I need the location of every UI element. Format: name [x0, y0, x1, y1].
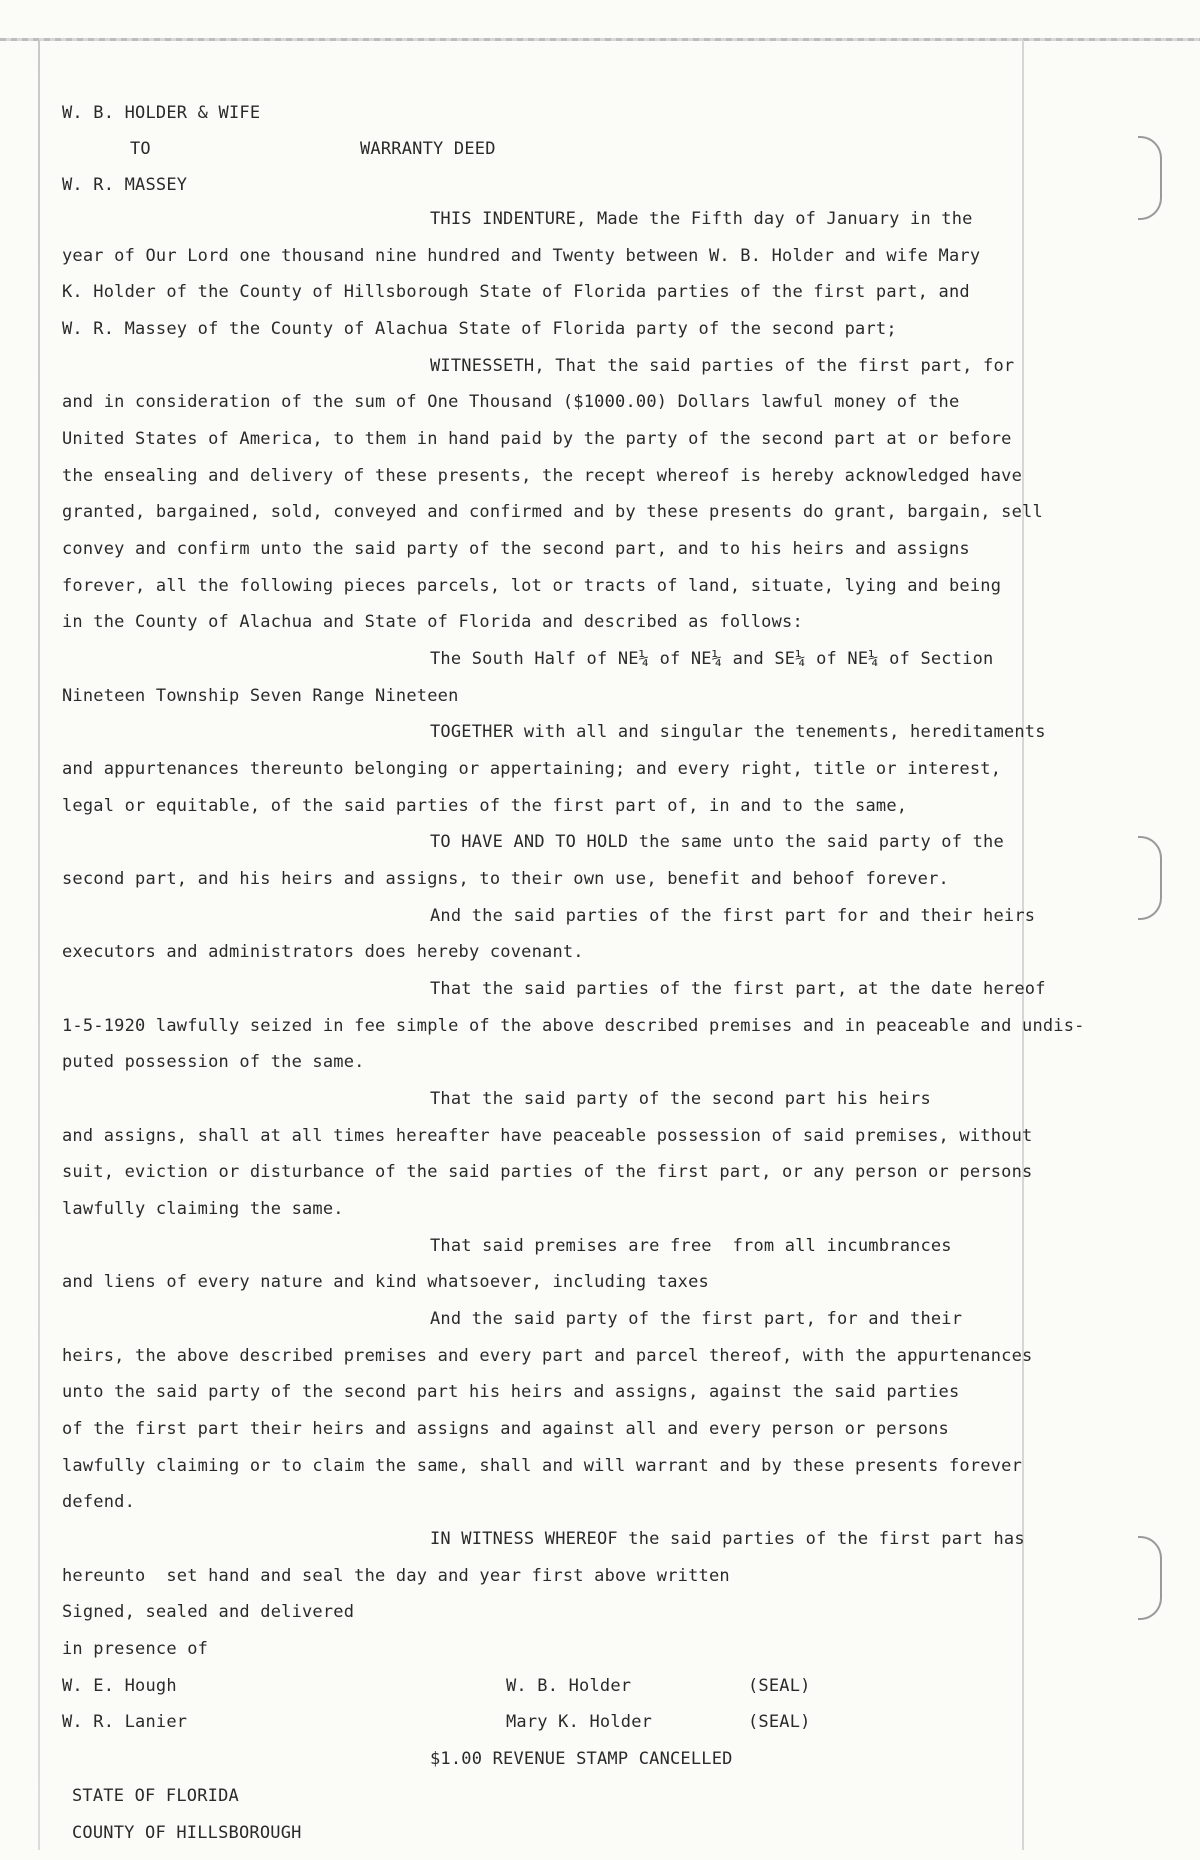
page-top-edge — [0, 38, 1200, 41]
seal-label: (SEAL) — [748, 1712, 811, 1732]
body-line: TO HAVE AND TO HOLD the same unto the said party of the — [430, 832, 1004, 852]
body-line: the ensealing and delivery of these presents, the recept whereof is hereby acknowledged have — [62, 466, 1023, 486]
body-line: and appurtenances thereunto belonging or appertaining; and every right, title or interest, — [62, 759, 1002, 779]
body-line: year of Our Lord one thousand nine hundred and Twenty between W. B. Holder and wife Mary — [62, 246, 981, 266]
state-heading: STATE OF FLORIDA — [72, 1786, 239, 1806]
body-line: executors and administrators does hereby covenant. — [62, 942, 584, 962]
body-line: hereunto set hand and seal the day and year first above written — [62, 1566, 730, 1586]
body-line: THIS INDENTURE, Made the Fifth day of January in the — [430, 209, 973, 229]
binder-hole-icon — [1138, 1536, 1162, 1620]
body-line: 1-5-1920 lawfully seized in fee simple of the above described premises and in peaceable and undis- — [62, 1016, 1085, 1036]
body-line: of the first part their heirs and assigns and against all and every person or persons — [62, 1419, 949, 1439]
body-line: That the said party of the second part his heirs — [430, 1089, 931, 1109]
signer-name: Mary K. Holder — [506, 1712, 653, 1732]
body-line: WITNESSETH, That the said parties of the first part, for — [430, 356, 1015, 376]
body-line: and assigns, shall at all times hereafter have peaceable possession of said premises, without — [62, 1126, 1033, 1146]
body-line: unto the said party of the second part his heirs and assigns, against the said parties — [62, 1382, 960, 1402]
legal-description: Nineteen Township Seven Range Nineteen — [62, 686, 459, 706]
binder-hole-icon — [1138, 136, 1162, 220]
seal-label: (SEAL) — [748, 1676, 811, 1696]
grantor-heading: W. B. HOLDER & WIFE — [62, 103, 261, 123]
signer-name: W. B. Holder — [506, 1676, 632, 1696]
county-heading: COUNTY OF HILLSBOROUGH — [72, 1823, 302, 1843]
body-line: That said premises are free from all incumbrances — [430, 1236, 952, 1256]
body-line: puted possession of the same. — [62, 1052, 365, 1072]
body-line: K. Holder of the County of Hillsborough State of Florida parties of the first part, and — [62, 282, 970, 302]
body-line: defend. — [62, 1492, 136, 1512]
body-line: United States of America, to them in hand paid by the party of the second part at or before — [62, 429, 1012, 449]
body-line: That the said parties of the first part, at the date hereof — [430, 979, 1046, 999]
page-fold-line — [1022, 40, 1024, 1850]
body-line: heirs, the above described premises and every part and parcel thereof, with the appurtenances — [62, 1346, 1033, 1366]
body-line: And the said parties of the first part for and their heirs — [430, 906, 1036, 926]
body-line: Signed, sealed and delivered — [62, 1602, 355, 1622]
body-line: lawfully claiming the same. — [62, 1199, 344, 1219]
body-line: and liens of every nature and kind whatsoever, including taxes — [62, 1272, 709, 1292]
body-line: lawfully claiming or to claim the same, shall and will warrant and by these presents forever — [62, 1456, 1023, 1476]
body-line: second part, and his heirs and assigns, to their own use, benefit and behoof forever. — [62, 869, 949, 889]
document-title: WARRANTY DEED — [360, 139, 496, 159]
witness-name: W. R. Lanier — [62, 1712, 188, 1732]
body-line: legal or equitable, of the said parties of the first part of, in and to the same, — [62, 796, 908, 816]
body-line: in the County of Alachua and State of Florida and described as follows: — [62, 612, 803, 632]
body-line: granted, bargained, sold, conveyed and confirmed and by these presents do grant, bargain, sell — [62, 502, 1043, 522]
grantee-heading: W. R. MASSEY — [62, 175, 188, 195]
revenue-stamp-note: $1.00 REVENUE STAMP CANCELLED — [430, 1749, 733, 1769]
body-line: And the said party of the first part, for and their — [430, 1309, 963, 1329]
page-left-edge — [38, 40, 40, 1850]
body-line: IN WITNESS WHEREOF the said parties of the first part has — [430, 1529, 1025, 1549]
body-line: forever, all the following pieces parcels, lot or tracts of land, situate, lying and being — [62, 576, 1002, 596]
body-line: suit, eviction or disturbance of the said parties of the first part, or any person or persons — [62, 1162, 1033, 1182]
to-label: TO — [130, 139, 151, 159]
body-line: and in consideration of the sum of One Thousand ($1000.00) Dollars lawful money of the — [62, 392, 960, 412]
body-line: TOGETHER with all and singular the tenements, hereditaments — [430, 722, 1046, 742]
body-line: in presence of — [62, 1639, 209, 1659]
witness-name: W. E. Hough — [62, 1676, 177, 1696]
binder-hole-icon — [1138, 836, 1162, 920]
body-line: W. R. Massey of the County of Alachua State of Florida party of the second part; — [62, 319, 897, 339]
body-line: convey and confirm unto the said party of the second part, and to his heirs and assigns — [62, 539, 970, 559]
legal-description: The South Half of NE¼ of NE¼ and SE¼ of NE¼ of Section — [430, 649, 994, 669]
